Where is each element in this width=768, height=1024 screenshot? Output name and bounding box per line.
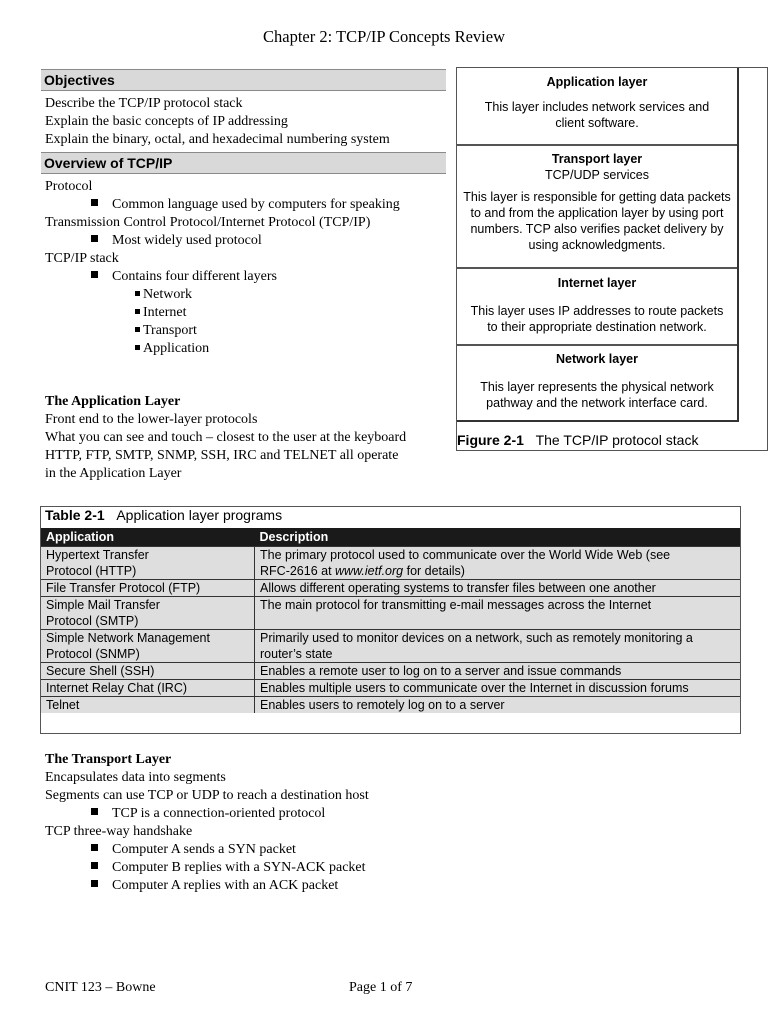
overview-content <box>45 178 400 358</box>
objectives-list <box>45 95 390 149</box>
table-cell: Simple Mail Transfer Protocol (SMTP) <box>41 597 255 630</box>
table-application-programs <box>40 506 741 734</box>
table-caption: Table 2-1 Application layer programs <box>45 507 283 523</box>
sub-list-item: Transport <box>45 322 400 340</box>
stack-layer-transport: Transport layer TCP/UDP services This layer is responsible for getting data packets to and from the application layer by using port numbers. TCP also verifies packet delivery by using acknowledgments. <box>457 146 737 269</box>
table-cell: Secure Shell (SSH) <box>41 663 255 680</box>
protocol-line: Protocol <box>45 179 93 194</box>
stack-layer-internet: Internet layer This layer uses IP addresses to route packets to their appropriate destination network. <box>457 269 737 346</box>
stack-layer-network: Network layer This layer represents the physical network pathway and the network interface card. <box>480 352 714 410</box>
list-item: Contains four different layers <box>45 268 400 286</box>
table-cell: Enables multiple users to communicate over the Internet in discussion forums <box>255 680 741 697</box>
list-item: TCP is a connection-oriented protocol <box>45 805 369 823</box>
bullet-icon <box>135 291 140 296</box>
bullet-icon <box>135 309 140 314</box>
bullet-icon <box>91 862 98 869</box>
table-cell: Telnet <box>41 697 255 714</box>
bullet-icon <box>91 199 98 206</box>
list-item: Computer B replies with a SYN-ACK packet <box>45 859 369 877</box>
table-row <box>41 630 740 663</box>
figure-protocol-stack <box>456 67 768 451</box>
table-cell: Hypertext Transfer Protocol (HTTP) <box>41 547 255 580</box>
objectives-heading: Objectives <box>41 69 446 91</box>
page-title: Chapter 2: TCP/IP Concepts Review <box>263 27 505 46</box>
figure-caption: Figure 2-1 The TCP/IP protocol stack <box>457 432 699 448</box>
footer-left: CNIT 123 – Bowne <box>45 980 156 995</box>
column-header: Description <box>255 528 741 547</box>
objective-item: Explain the binary, octal, and hexadecimal numbering system <box>45 132 390 147</box>
tcpip-line: Transmission Control Protocol/Internet Protocol (TCP/IP) <box>45 215 371 230</box>
page-number: Page 1 of 7 <box>349 980 413 995</box>
bullet-icon <box>91 808 98 815</box>
bullet-icon <box>91 271 98 278</box>
list-item: Computer A replies with an ACK packet <box>45 877 369 895</box>
table-cell: Enables a remote user to log on to a server and issue commands <box>255 663 741 680</box>
table-row <box>41 597 740 630</box>
table-cell: The main protocol for transmitting e-mail messages across the Internet <box>255 597 741 630</box>
stack-diagram <box>457 68 739 422</box>
objective-item: Describe the TCP/IP protocol stack <box>45 96 243 111</box>
table-cell: Internet Relay Chat (IRC) <box>41 680 255 697</box>
section-heading: The Transport Layer <box>45 752 172 767</box>
list-item: Common language used by computers for speaking <box>45 196 400 214</box>
bullet-icon <box>135 327 140 332</box>
list-item: Computer A sends a SYN packet <box>45 841 369 859</box>
table-row <box>41 580 740 597</box>
bullet-icon <box>91 235 98 242</box>
stack-line: TCP/IP stack <box>45 251 119 266</box>
paragraph-line: Front end to the lower-layer protocols <box>45 412 258 427</box>
sub-list-item: Application <box>45 340 400 358</box>
table-row <box>41 697 740 714</box>
transport-layer-section <box>45 751 369 895</box>
sub-list-item: Internet <box>45 304 400 322</box>
table-cell: Primarily used to monitor devices on a network, such as remotely monitoring a router’s state <box>255 630 741 663</box>
paragraph-line: in the Application Layer <box>45 466 182 481</box>
table-header-row <box>41 528 740 547</box>
overview-heading: Overview of TCP/IP <box>41 152 446 174</box>
table-cell: Simple Network Management Protocol (SNMP) <box>41 630 255 663</box>
section-heading: The Application Layer <box>45 394 181 409</box>
application-layer-section <box>45 393 406 483</box>
paragraph-line: Encapsulates data into segments <box>45 770 226 785</box>
table-cell: The primary protocol used to communicate over the World Wide Web (see RFC-2616 at www.ietf.org for details) <box>255 547 741 580</box>
table-row <box>41 663 740 680</box>
table-row <box>41 547 740 580</box>
table-cell: Allows different operating systems to transfer files between one another <box>255 580 741 597</box>
paragraph-line: What you can see and touch – closest to the user at the keyboard <box>45 430 407 445</box>
paragraph-line: Segments can use TCP or UDP to reach a destination host <box>45 788 369 803</box>
table-row <box>41 680 740 697</box>
stack-layer-application: Application layer This layer includes network services and client software. <box>457 68 737 146</box>
sub-list-item: Network <box>45 286 400 304</box>
apps-table <box>41 528 740 713</box>
paragraph-line: HTTP, FTP, SMTP, SNMP, SSH, IRC and TELNET all operate <box>45 448 399 463</box>
table-cell: Enables users to remotely log on to a server <box>255 697 741 714</box>
paragraph-line: TCP three-way handshake <box>45 824 193 839</box>
list-item: Most widely used protocol <box>45 232 400 250</box>
objective-item: Explain the basic concepts of IP addressing <box>45 114 288 129</box>
bullet-icon <box>91 880 98 887</box>
table-cell: File Transfer Protocol (FTP) <box>41 580 255 597</box>
bullet-icon <box>91 844 98 851</box>
bullet-icon <box>135 345 140 350</box>
column-header: Application <box>41 528 255 547</box>
